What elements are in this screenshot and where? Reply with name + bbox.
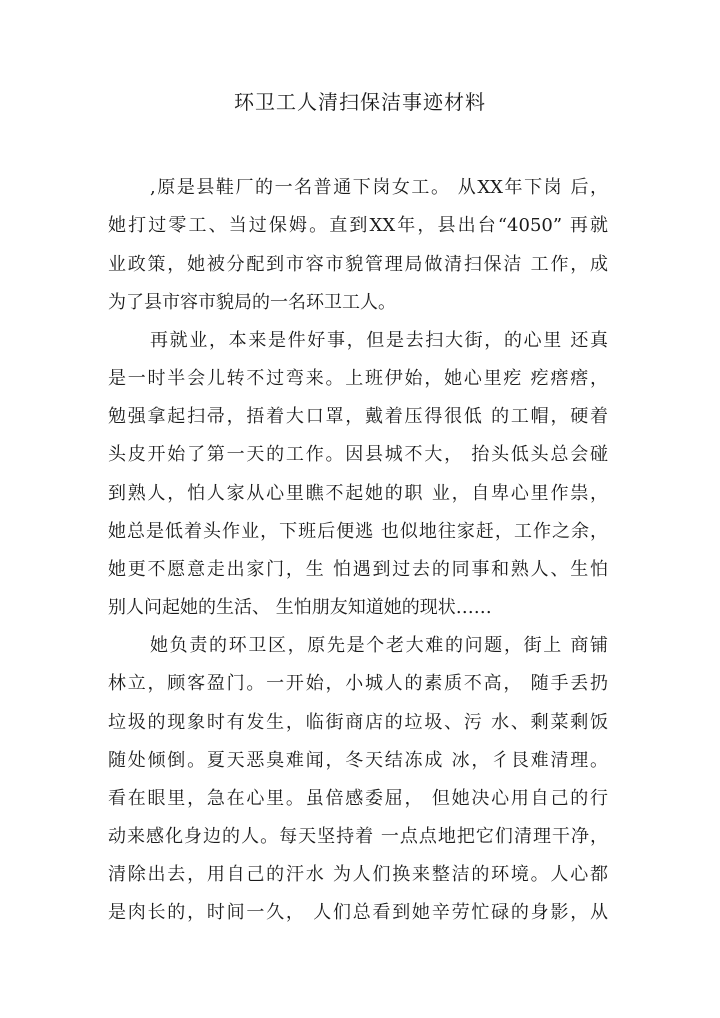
- document-title: 环卫工人清扫保洁事迹材料: [234, 90, 486, 114]
- text-line: 她打过零工、当过保姆。直到XX年，县出台“4050” 再就: [108, 215, 608, 236]
- text-line: 别人问起她的生活、 生怕朋友知道她的现状……: [108, 597, 492, 618]
- text-line: 清除出去，用自己的汗水 为人们换来整洁的环境。人心都: [108, 864, 608, 885]
- text-line: 头皮开始了第一天的工作。因县城不大， 抬头低头总会碰: [108, 444, 608, 465]
- text-line: 她总是低着头作业，下班后便逃 也似地往家赶，工作之余，: [108, 521, 608, 542]
- text-line: 她负责的环卫区，原先是个老大难的问题，街上 商铺: [150, 635, 608, 656]
- text-line: 是肉长的，时间一久， 人们总看到她辛劳忙碌的身影，从: [108, 902, 608, 923]
- text-line: 她更不愿意走出家门，生 怕遇到过去的同事和熟人、生怕: [108, 559, 608, 580]
- text-line: 林立，顾客盈门。一开始，小城人的素质不高， 随手丢扔: [108, 673, 608, 694]
- text-line: 随处倾倒。夏天恶臭难闻，冬天结冻成 冰，彳艮难清理。: [108, 750, 608, 771]
- text-line: 垃圾的现象时有发生，临街商店的垃圾、污 水、剩菜剩饭: [108, 712, 608, 733]
- text-line: 再就业，本来是件好事，但是去扫大街，的心里 还真: [150, 330, 608, 351]
- text-line: 是一时半会儿转不过弯来。上班伊始，她心里疙 疙瘩瘩，: [108, 368, 608, 389]
- text-line: 看在眼里，急在心里。虽倍感委屈， 但她决心用自己的行: [108, 788, 608, 809]
- text-line: 动来感化身边的人。每天坚持着 一点点地把它们清理干净，: [108, 826, 608, 847]
- text-line: 到熟人，怕人家从心里瞧不起她的职 业，自卑心里作祟，: [108, 483, 608, 504]
- text-line: 业政策，她被分配到市容市貌管理局做清扫保洁 工作，成: [108, 254, 608, 275]
- text-line: 为了县市容市貌局的一名环卫工人。: [108, 292, 396, 313]
- text-line: ,原是县鞋厂的一名普通下岗女工。 从XX年下岗 后，: [150, 177, 608, 198]
- text-line: 勉强拿起扫帚，捂着大口罩，戴着压得很低 的工帽，硬着: [108, 406, 608, 427]
